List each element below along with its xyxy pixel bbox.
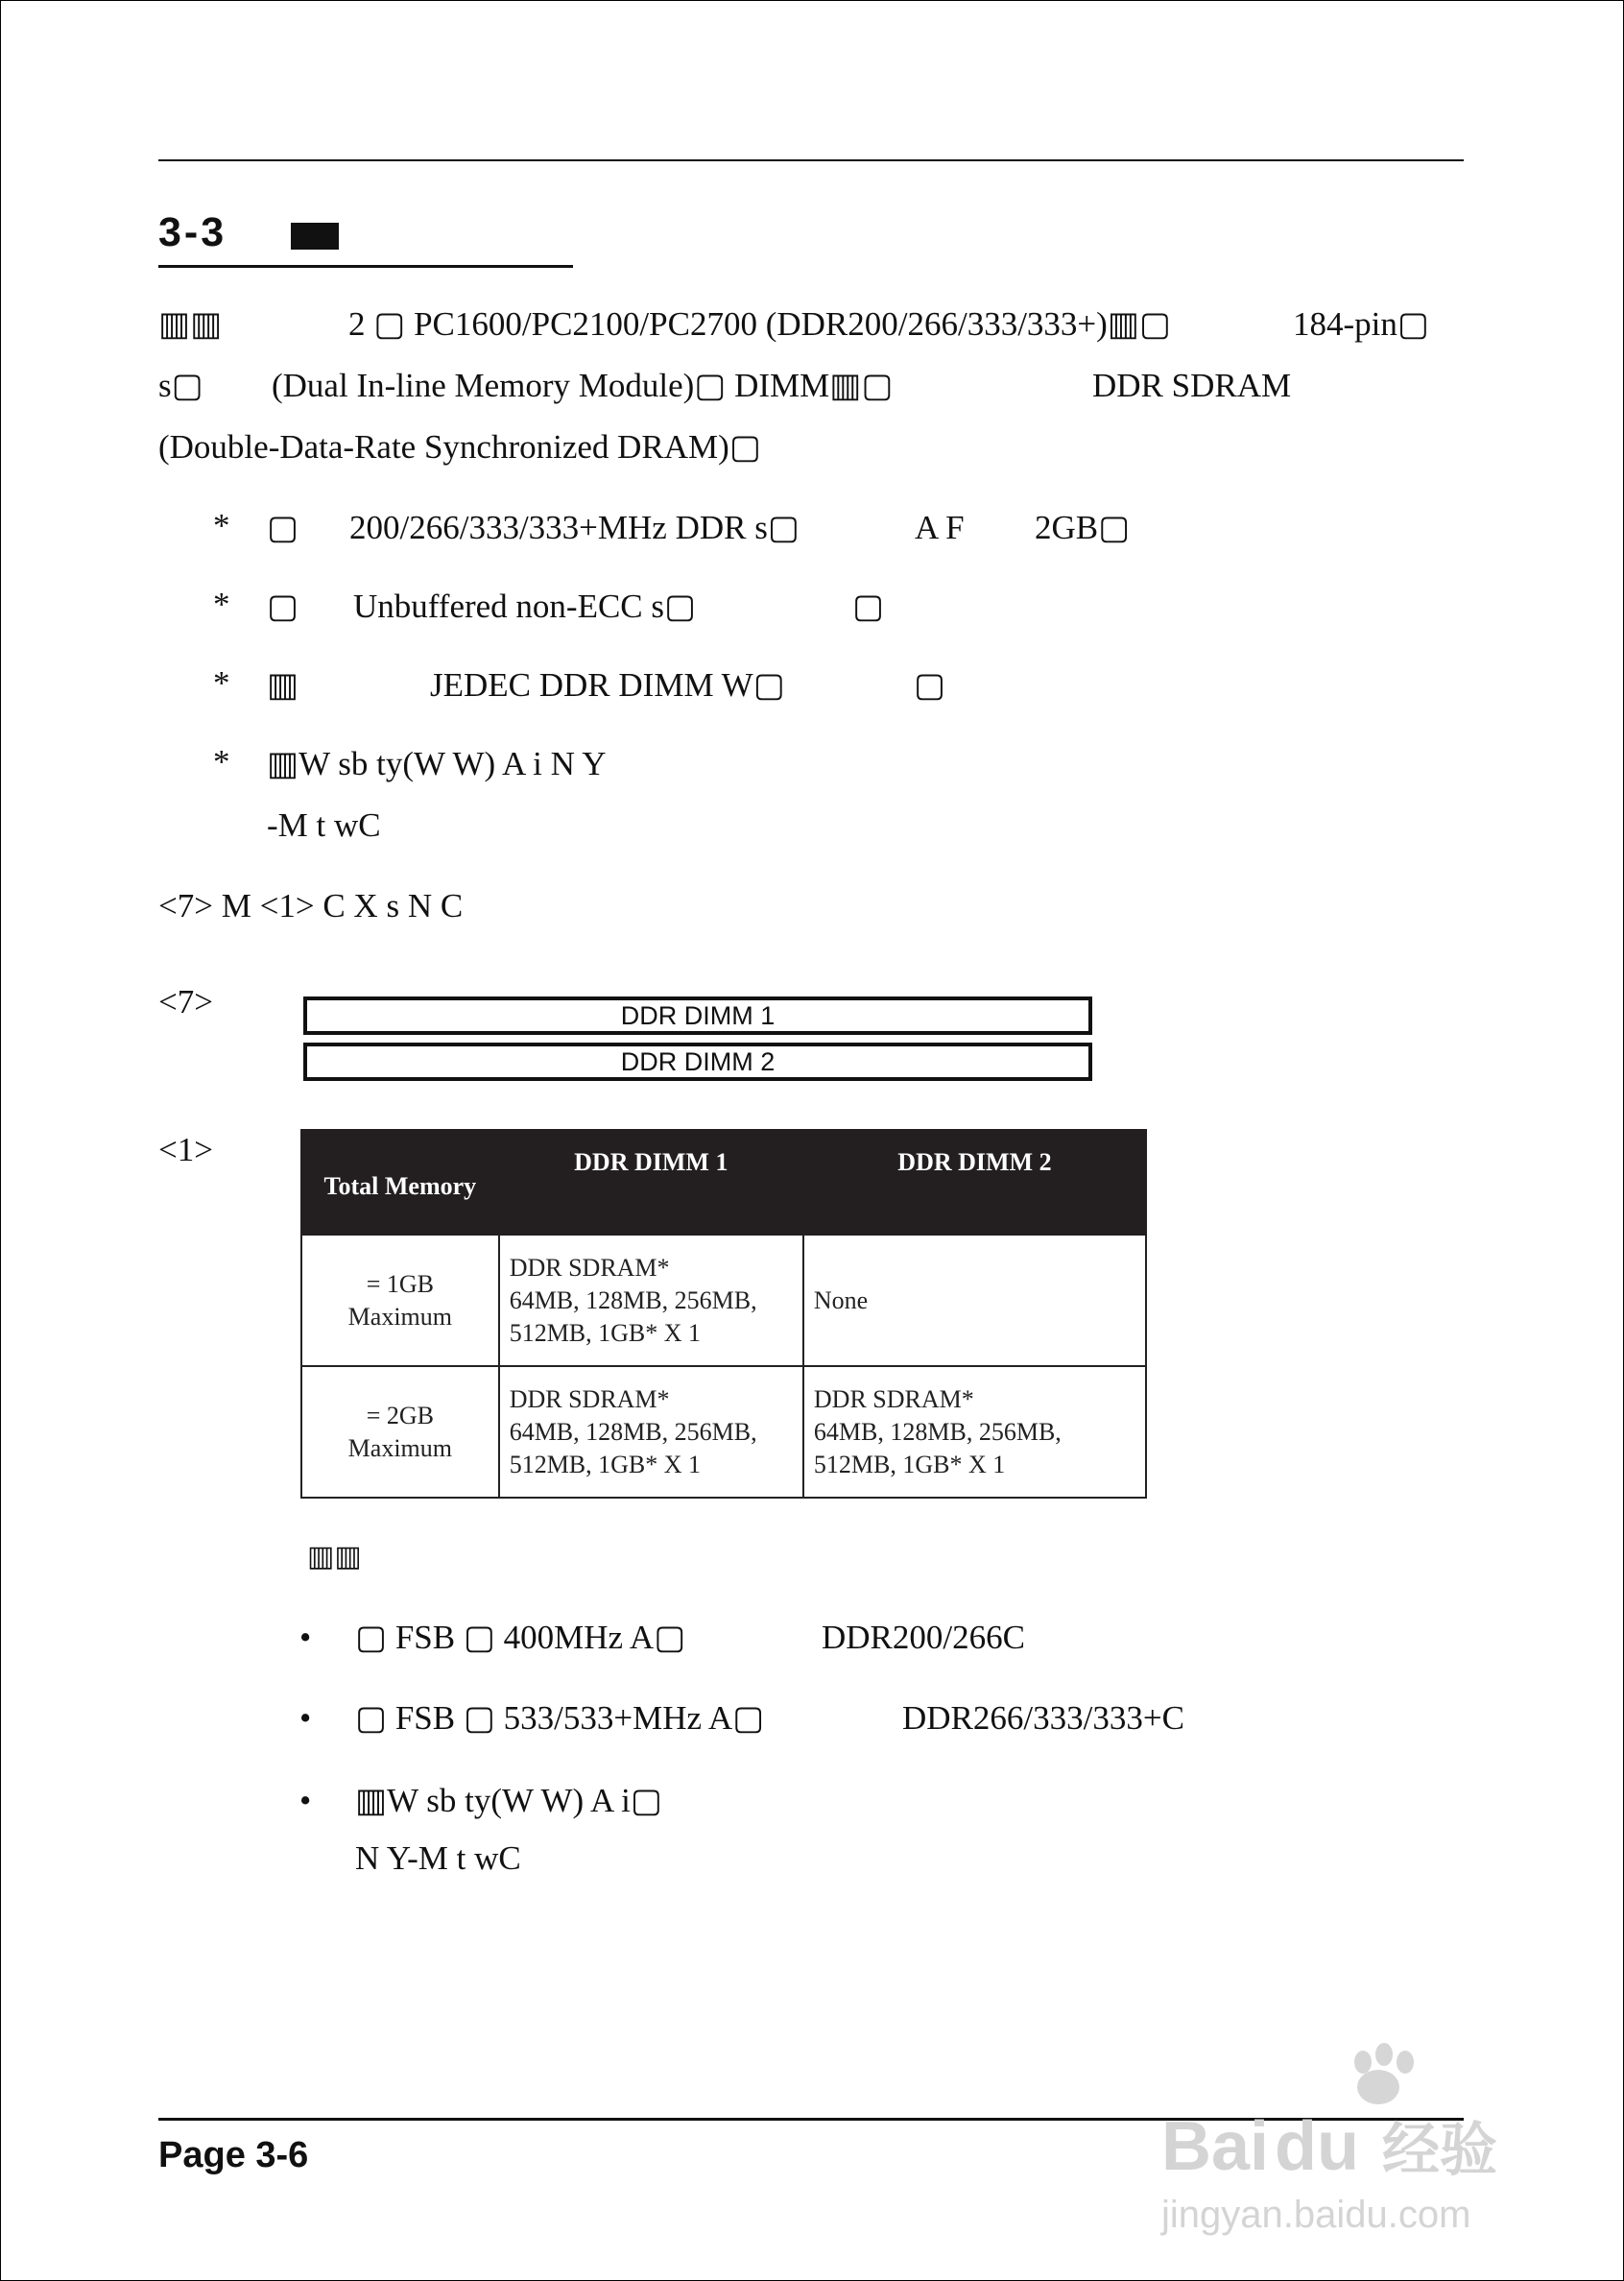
bullet-star: * [213,664,230,702]
section-heading [158,209,573,267]
bullet-3: ▥ JEDEC DDR DIMM W▢ ▢ [267,666,946,704]
table-row [301,1235,1146,1366]
dimm-slot-2: DDR DIMM 2 [303,1043,1092,1081]
heading-underline [158,265,573,268]
bullet-4-cont: -M t wC [267,806,381,844]
total-memory-cell: = 2GB Maximum [301,1366,499,1498]
intro-line-3: (Double-Data-Rate Synchronized DRAM)▢ [158,428,761,466]
note-2: ▢ FSB ▢ 533/533+MHz A▢ DDR266/333/333+C [355,1699,1184,1737]
baidu-watermark [1142,2026,1526,2246]
table-label: <1> [158,1131,213,1168]
note-1: ▢ FSB ▢ 400MHz A▢ DDR200/266C [355,1619,1025,1656]
bullet-1: ▢ 200/266/333/333+MHz DDR s▢ A F 2GB▢ [267,509,1131,546]
table-row [301,1366,1146,1498]
watermark-url: jingyan.baidu.com [1161,2194,1471,2236]
note-bullet: • [299,1699,312,1737]
note-label: ▥▥ [307,1541,362,1573]
total-memory-cell: = 1GB Maximum [301,1235,499,1366]
watermark-du-icon: du [1275,2108,1359,2185]
dimm-1-cell: DDR SDRAM* 64MB, 128MB, 256MB, 512MB, 1GB* X 1 [499,1366,803,1498]
note-3-cont: N Y-M t wC [355,1839,521,1877]
figure-label: <7> [158,983,213,1020]
intro-line-2: s▢ (Dual In-line Memory Module)▢ DIMM▥▢ DDR SDRAM [158,367,1292,404]
section-number: 3-3 [158,209,227,255]
watermark-brand-tail: 经验 [1382,2117,1497,2184]
dimm-2-cell: None [803,1235,1146,1366]
header-total-memory: Total Memory [301,1130,499,1235]
intro-line-1: ▥▥ 2 ▢ PC1600/PC2100/PC2700 (DDR200/266/333/333+)▥▢ 184-pin▢ [158,305,1429,343]
figure-reference: <7> M <1> C X s N C [158,887,464,924]
memory-config-table [300,1129,1147,1499]
note-bullet: • [299,1619,312,1656]
paw-icon [1354,2043,1414,2104]
bullet-star: * [213,507,230,544]
header-dimm-2: DDR DIMM 2 [803,1130,1146,1235]
bullet-2: ▢ Unbuffered non-ECC s▢ ▢ [267,588,885,625]
page-number: Page 3-6 [158,2135,309,2175]
section-title-glyph [291,223,339,250]
note-3: ▥W sb ty(W W) A i▢ [355,1782,662,1819]
note-bullet: • [299,1782,312,1819]
header-dimm-1: DDR DIMM 1 [499,1130,803,1235]
dimm-2-cell: DDR SDRAM* 64MB, 128MB, 256MB, 512MB, 1GB* X 1 [803,1366,1146,1498]
watermark-brand: Bai [1161,2108,1270,2185]
bullet-star: * [213,586,230,623]
bullet-4: ▥W sb ty(W W) A i N Y [267,745,607,782]
header-rule [158,159,1464,161]
dimm-slot-1: DDR DIMM 1 [303,996,1092,1035]
table-header-row [301,1130,1146,1235]
dimm-1-cell: DDR SDRAM* 64MB, 128MB, 256MB, 512MB, 1GB* X 1 [499,1235,803,1366]
bullet-star: * [213,743,230,780]
